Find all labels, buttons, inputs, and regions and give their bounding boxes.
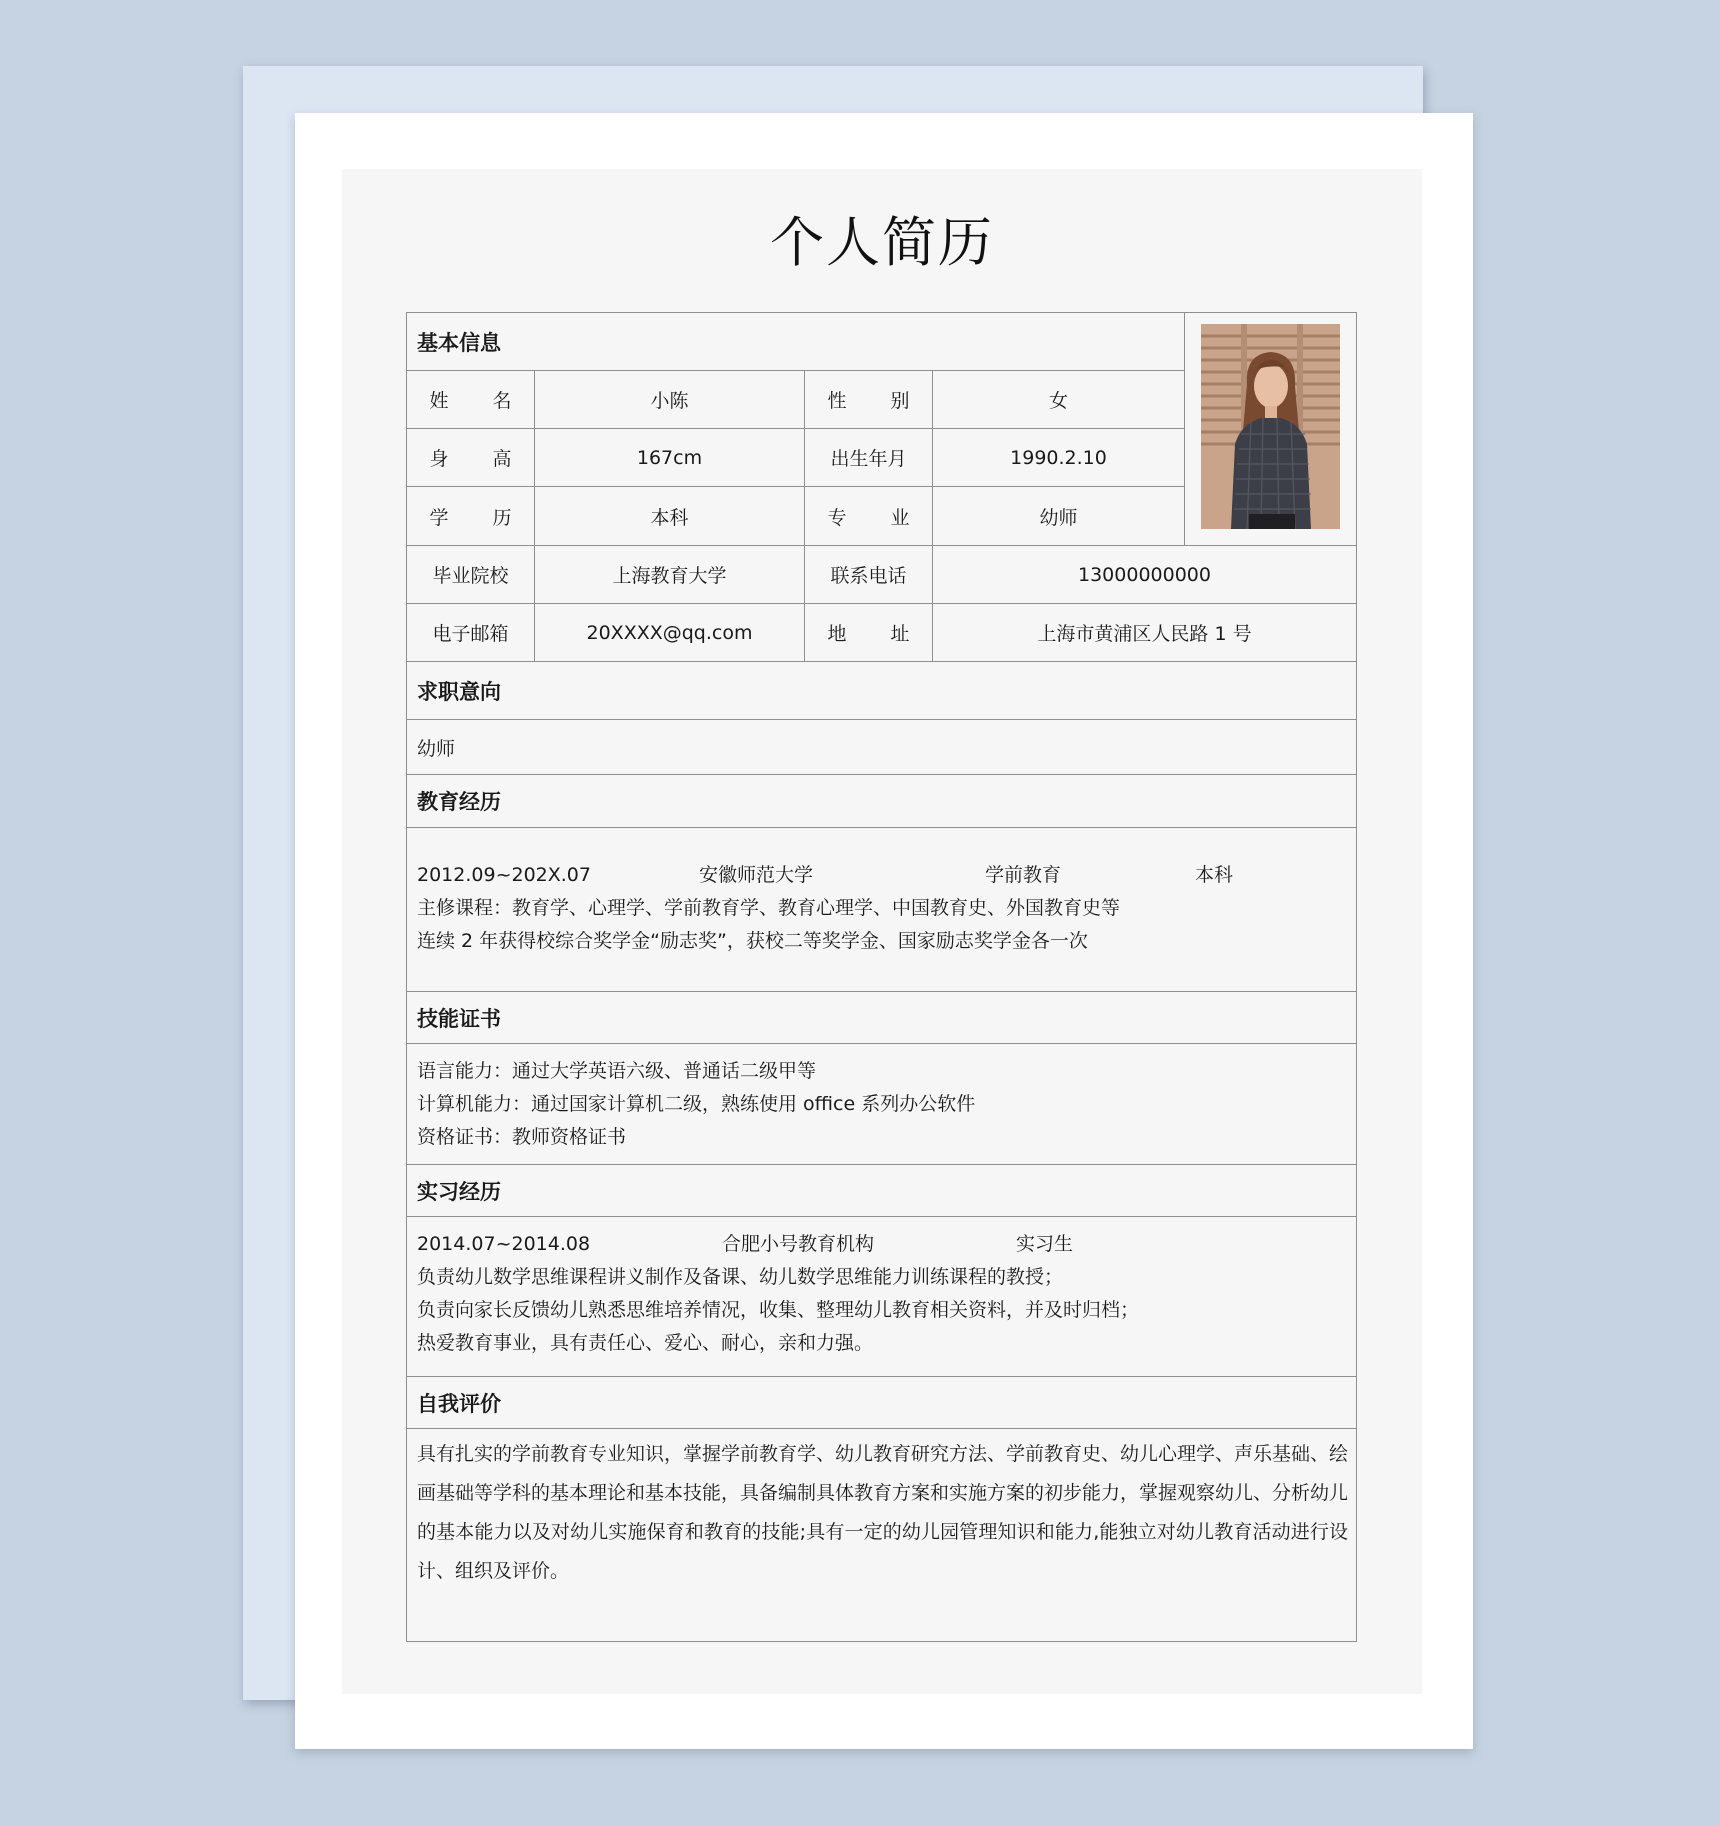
label-major (805, 487, 933, 545)
label-height-char-2: 高 (492, 448, 512, 470)
label-height-char-1: 身 (429, 448, 449, 470)
value-address: 上海市黄浦区人民路 1 号 (1037, 623, 1252, 645)
label-address (805, 604, 933, 661)
education-awards: 连续 2 年获得校综合奖学金“励志奖”，获校二等奖学金、国家励志奖学金各一次 (417, 930, 1088, 952)
label-address-char-2: 址 (890, 623, 910, 645)
internship-duty-3: 热爱教育事业，具有责任心、爱心、耐心，亲和力强。 (417, 1332, 874, 1354)
internship-body (407, 1217, 1356, 1377)
basic-info-fields (407, 313, 1185, 545)
internship-org: 合肥小号教育机构 (722, 1233, 875, 1255)
label-phone: 联系电话 (805, 546, 933, 603)
intent-value: 幼师 (407, 720, 1356, 775)
label-gender (805, 371, 933, 428)
resume-table (406, 312, 1357, 1642)
value-name: 小陈 (535, 371, 805, 428)
section-heading-skills: 技能证书 (407, 992, 1356, 1044)
skills-body (407, 1044, 1356, 1165)
section-heading-self: 自我评价 (407, 1377, 1356, 1429)
internship-role: 实习生 (1016, 1233, 1074, 1255)
photo-cell (1185, 313, 1356, 545)
skill-language: 语言能力：通过大学英语六级、普通话二级甲等 (417, 1060, 817, 1082)
label-degree (407, 487, 535, 545)
label-email: 电子邮箱 (407, 604, 535, 661)
profile-photo-image (1201, 324, 1340, 529)
label-major-char-2: 业 (890, 506, 910, 529)
value-major: 幼师 (1039, 506, 1078, 529)
education-school: 安徽师范大学 (699, 864, 814, 886)
education-major: 学前教育 (985, 864, 1062, 886)
value-birth: 1990.2.10 (1010, 446, 1107, 469)
label-name-char-2: 名 (492, 390, 512, 412)
value-height: 167cm (535, 429, 805, 486)
internship-summary-line (407, 1228, 1356, 1261)
info-row-email-address (407, 604, 1356, 662)
label-name (407, 371, 535, 428)
info-row-degree-major (407, 487, 1184, 545)
profile-photo (1201, 324, 1340, 529)
info-row-school-phone (407, 546, 1356, 604)
internship-period: 2014.07~2014.08 (417, 1233, 591, 1255)
skill-certificate: 资格证书：教师资格证书 (417, 1126, 627, 1148)
label-gender-char-1: 性 (827, 390, 847, 412)
section-heading-internship: 实习经历 (407, 1165, 1356, 1217)
label-degree-char-1: 学 (429, 506, 449, 529)
education-summary-line (407, 859, 1356, 892)
self-evaluation-text: 具有扎实的学前教育专业知识，掌握学前教育学、幼儿教育研究方法、学前教育史、幼儿心理学、声乐基础、绘画基础等学科的基本理论和基本技能，具备编制具体教育方案和实施方案的初步能力，掌握观察幼儿、分析幼儿的基本能力以及对幼儿实施保育和教育的技能;具有一定的幼儿园管理知识和能力,能独立对幼儿教育活动进行设计、组织及评价。 (417, 1443, 1349, 1582)
education-body (407, 828, 1356, 992)
basic-info-block (407, 313, 1356, 546)
education-period: 2012.09~202X.07 (417, 864, 591, 886)
label-height (407, 429, 535, 486)
info-row-height-birth (407, 429, 1184, 487)
info-row-name-gender (407, 371, 1184, 429)
education-degree: 本科 (1195, 864, 1234, 886)
value-gender: 女 (1048, 390, 1068, 412)
internship-duty-2: 负责向家长反馈幼儿熟悉思维培养情况，收集、整理幼儿教育相关资料，并及时归档； (417, 1299, 1140, 1321)
value-school: 上海教育大学 (535, 546, 805, 603)
section-heading-basic: 基本信息 (407, 313, 1184, 371)
label-degree-char-2: 历 (492, 506, 512, 529)
value-degree: 本科 (535, 487, 805, 545)
section-heading-education: 教育经历 (407, 775, 1356, 828)
label-address-char-1: 地 (827, 623, 847, 645)
skill-computer: 计算机能力：通过国家计算机二级，熟练使用 office 系列办公软件 (417, 1093, 976, 1115)
value-email: 20XXXX@qq.com (535, 604, 805, 661)
internship-duty-1: 负责幼儿数学思维课程讲义制作及备课、幼儿数学思维能力训练课程的教授； (417, 1266, 1064, 1288)
label-school: 毕业院校 (407, 546, 535, 603)
label-birth: 出生年月 (805, 429, 933, 486)
label-name-char-1: 姓 (429, 390, 449, 412)
page-title: 个人简历 (770, 211, 994, 274)
label-gender-char-2: 别 (890, 390, 910, 412)
education-courses: 主修课程：教育学、心理学、学前教育学、教育心理学、中国教育史、外国教育史等 (417, 897, 1121, 919)
label-major-char-1: 专 (827, 506, 847, 529)
value-phone: 13000000000 (1078, 563, 1211, 586)
section-heading-intent: 求职意向 (407, 662, 1356, 720)
